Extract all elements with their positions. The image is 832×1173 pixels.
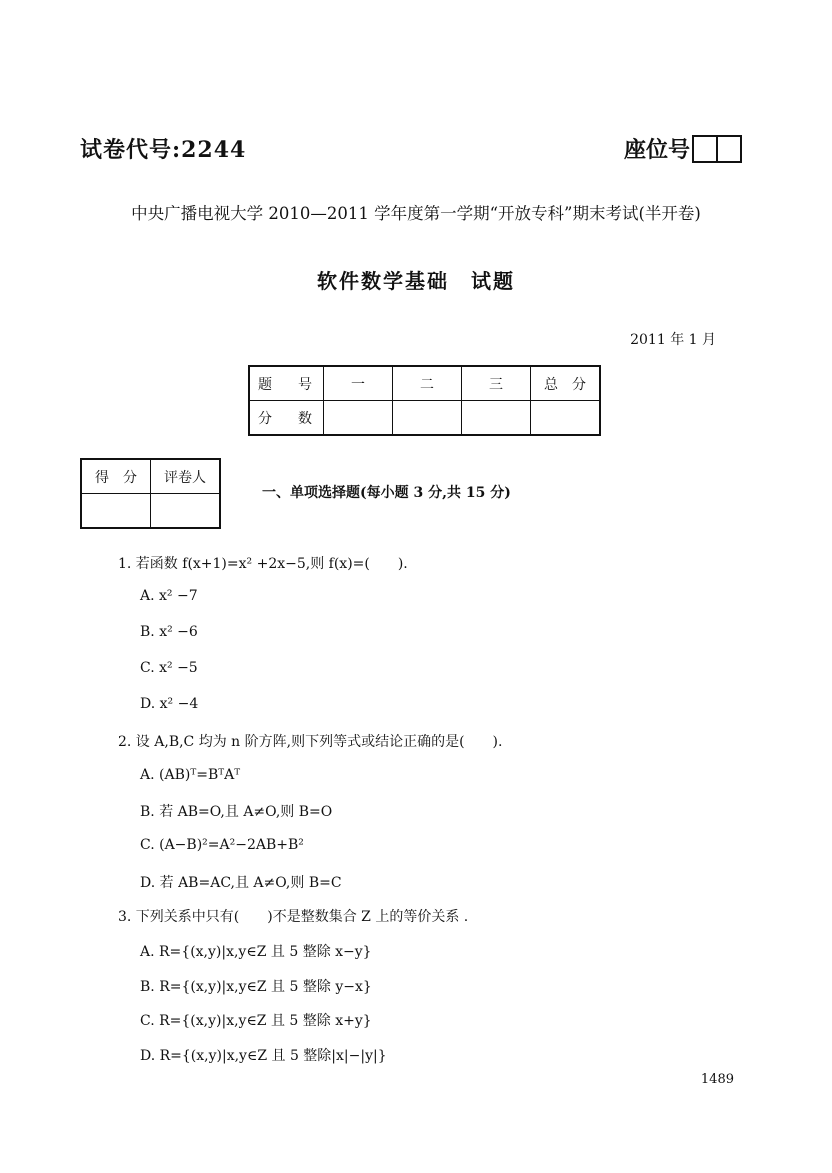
score-table-cell: 分 数 bbox=[249, 401, 324, 436]
question-option: A. x² −7 bbox=[140, 588, 198, 604]
score-cell-empty bbox=[462, 401, 531, 436]
seat-box bbox=[718, 135, 742, 163]
exam-code: 试卷代号:2244 bbox=[80, 137, 247, 163]
question-option: B. R={(x,y)|x,y∈Z 且 5 整除 y−x} bbox=[140, 979, 372, 995]
grader-cell-empty bbox=[151, 494, 221, 529]
score-table-header-row bbox=[249, 366, 600, 401]
score-cell-empty bbox=[324, 401, 393, 436]
score-table-cell: 题 号 bbox=[249, 366, 324, 401]
question-option: A. (AB)ᵀ=BᵀAᵀ bbox=[140, 767, 241, 783]
question-option: C. (A−B)²=A²−2AB+B² bbox=[140, 837, 304, 853]
grader-table-header: 评卷人 bbox=[151, 459, 221, 494]
question-option: C. R={(x,y)|x,y∈Z 且 5 整除 x+y} bbox=[140, 1013, 372, 1029]
grader-table-header: 得 分 bbox=[81, 459, 151, 494]
question-option: D. x² −4 bbox=[140, 696, 199, 712]
question-stem: 3. 下列关系中只有( )不是整数集合 Z 上的等价关系 . bbox=[118, 909, 469, 925]
score-table-cell: 二 bbox=[393, 366, 462, 401]
score-table bbox=[248, 365, 601, 436]
score-table-cell: 三 bbox=[462, 366, 531, 401]
seat-box bbox=[692, 135, 718, 163]
section-title: 一、单项选择题(每小题 3 分,共 15 分) bbox=[262, 485, 511, 501]
question-option: D. R={(x,y)|x,y∈Z 且 5 整除|x|−|y|} bbox=[140, 1048, 387, 1064]
score-table-score-row bbox=[249, 401, 600, 436]
question-option: A. R={(x,y)|x,y∈Z 且 5 整除 x−y} bbox=[140, 944, 372, 960]
question-stem: 2. 设 A,B,C 均为 n 阶方阵,则下列等式或结论正确的是( ). bbox=[118, 734, 503, 750]
score-table-cell: 总 分 bbox=[531, 366, 601, 401]
question-option: B. x² −6 bbox=[140, 624, 198, 640]
question-option: B. 若 AB=O,且 A≠O,则 B=O bbox=[140, 804, 333, 820]
grader-cell-empty bbox=[81, 494, 151, 529]
question-stem: 1. 若函数 f(x+1)=x² +2x−5,则 f(x)=( ). bbox=[118, 556, 408, 572]
exam-date: 2011 年 1 月 bbox=[630, 332, 716, 348]
score-cell-empty bbox=[393, 401, 462, 436]
question-option: D. 若 AB=AC,且 A≠O,则 B=C bbox=[140, 875, 342, 891]
score-table-cell: 一 bbox=[324, 366, 393, 401]
seat-number-boxes bbox=[692, 135, 742, 163]
seat-number bbox=[624, 133, 742, 164]
page-number: 1489 bbox=[700, 1072, 734, 1087]
question-option: C. x² −5 bbox=[140, 660, 198, 676]
grader-table bbox=[80, 458, 221, 529]
exam-title: 软件数学基础 试题 bbox=[317, 269, 515, 293]
seat-label: 座位号 bbox=[624, 137, 691, 163]
exam-subtitle: 中央广播电视大学 2010—2011 学年度第一学期“开放专科”期末考试(半开卷) bbox=[131, 204, 701, 223]
score-cell-empty bbox=[531, 401, 601, 436]
